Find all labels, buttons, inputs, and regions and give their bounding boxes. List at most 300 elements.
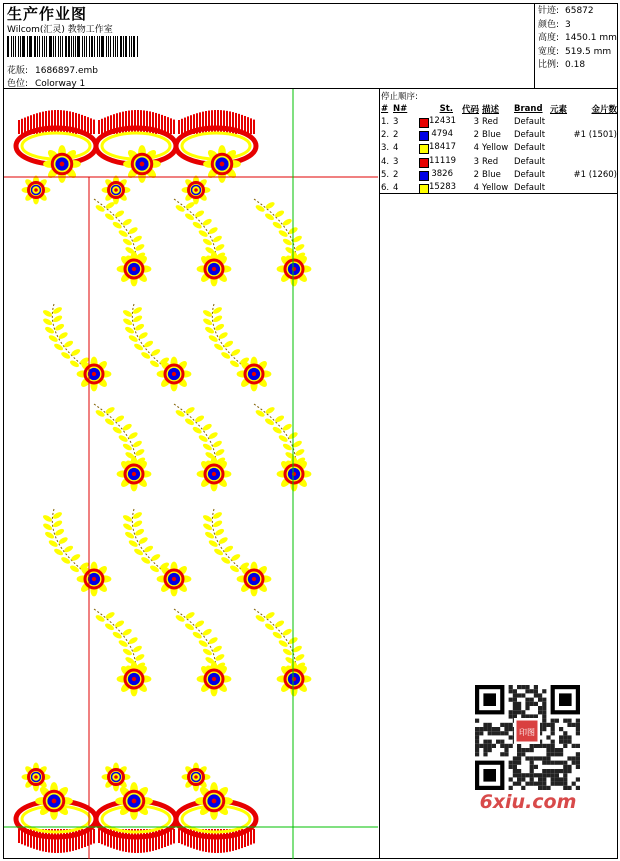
qr-module [509, 698, 513, 702]
qr-module [479, 744, 483, 748]
colorway-label: 色位: [7, 79, 29, 89]
flower-dot [132, 267, 136, 271]
qr-module [542, 719, 546, 723]
qr-module [509, 744, 513, 748]
qr-module [488, 731, 492, 735]
vine-leaf [132, 234, 143, 243]
qr-module [563, 769, 567, 773]
color-code [453, 168, 479, 181]
flower-petal [210, 478, 217, 491]
vine-leaf [122, 423, 133, 432]
qr-module [555, 777, 559, 781]
stitch-count [415, 142, 457, 155]
stat-width [538, 46, 617, 60]
qr-module [517, 744, 521, 748]
qr-module [559, 727, 563, 731]
needle-number-text: 4 [393, 143, 399, 154]
qr-module [513, 714, 517, 718]
vine-leaf [202, 647, 213, 656]
qr-module [538, 777, 542, 781]
qr-module [504, 752, 508, 756]
flower-petal [298, 470, 311, 477]
qr-module [567, 765, 571, 769]
qr-module [513, 693, 517, 697]
barcode-bar [106, 36, 107, 57]
stitch-count-text: 15283 [429, 182, 457, 193]
flower-dot [292, 677, 296, 681]
sequin-count [568, 115, 617, 128]
row-number-text: 5. [381, 169, 390, 180]
vine-leaf [175, 409, 186, 418]
qr-module [483, 740, 487, 744]
qr-module [538, 710, 542, 714]
qr-module [576, 786, 580, 790]
flower-petal [170, 583, 177, 596]
qr-module [513, 765, 517, 769]
qr-module [538, 693, 542, 697]
qr-module [555, 782, 559, 786]
flower-petal [290, 252, 297, 265]
sequin-count-text: #1 (1501) [573, 129, 617, 140]
qr-module [530, 769, 534, 773]
qr-module [555, 748, 559, 752]
qr-module [475, 719, 479, 723]
vine-leaf [112, 221, 123, 230]
flower-petal [197, 265, 210, 272]
barcode-bar [94, 36, 95, 57]
vine-leaf [212, 306, 223, 315]
flower-petal [130, 806, 138, 820]
flower-petal [210, 457, 217, 470]
vine-leaf [202, 317, 213, 326]
barcode-bar [58, 36, 60, 57]
stat-value: 0.18 [565, 60, 586, 70]
sequin-count-text: #1 (1260) [573, 169, 617, 180]
qr-module [475, 735, 479, 739]
barcode-bar [29, 36, 30, 57]
qr-module [483, 744, 487, 748]
vine-leaf [264, 622, 275, 631]
needle-number-text: 2 [393, 169, 399, 180]
qr-module [542, 689, 546, 693]
flower-dot [194, 775, 198, 779]
vine-leaf [185, 611, 196, 620]
vine-leaf [255, 614, 266, 623]
flower-petal [277, 470, 290, 477]
flower-dot [132, 677, 136, 681]
barcode-bar [34, 36, 36, 57]
lace-fringe [119, 829, 121, 851]
qr-module [475, 752, 479, 756]
thread-brand-text: Default [514, 183, 546, 194]
qr-module [530, 756, 534, 760]
flower-dot [52, 799, 57, 804]
color-swatch [419, 118, 429, 128]
col-header: 元素 [550, 104, 568, 115]
qr-module [530, 714, 534, 718]
thread-brand-text: Default [514, 129, 546, 140]
qr-module [525, 748, 529, 752]
color-swatch [419, 131, 429, 141]
qr-module [517, 685, 521, 689]
qr-module [542, 744, 546, 748]
qr-module [534, 782, 538, 786]
lace-fringe [36, 829, 38, 850]
vine-leaf [202, 522, 213, 531]
qr-module [475, 727, 479, 731]
vine-leaf [42, 522, 53, 531]
flower-petal [117, 470, 130, 477]
table-row [381, 155, 617, 168]
flower-petal [218, 675, 231, 682]
qr-module [488, 748, 492, 752]
qr-module [559, 769, 563, 773]
flower-petal [138, 265, 151, 272]
stat-value: 519.5 mm [565, 46, 612, 57]
qr-module [576, 727, 580, 731]
qr-module [551, 740, 555, 744]
element [550, 155, 568, 168]
qr-module [513, 698, 517, 702]
flower-petal [139, 797, 153, 805]
stat-value: 3 [565, 19, 571, 30]
vine-leaf [124, 326, 135, 335]
qr-module [517, 769, 521, 773]
flower-petal [90, 357, 97, 370]
vine-leaf [60, 351, 71, 360]
vine-leaf [44, 326, 55, 335]
stat-label: 高度: [538, 33, 560, 43]
vine-leaf [264, 417, 275, 426]
barcode-bar [137, 36, 138, 57]
qr-module [500, 723, 504, 727]
flower-petal [98, 575, 111, 582]
qr-module [500, 731, 504, 735]
color-code-text: 4 [473, 143, 479, 154]
vine-leaf [214, 448, 225, 457]
qr-module [517, 782, 521, 786]
vine-leaf [112, 426, 123, 435]
needle-number [393, 128, 415, 141]
color-description [479, 168, 514, 181]
vine-leaf [69, 564, 80, 573]
lace-fringe [18, 120, 20, 134]
flower-petal [77, 575, 90, 582]
color-swatch [419, 144, 429, 154]
flower-petal [227, 160, 241, 168]
qr-module [551, 731, 555, 735]
vine-leaf [212, 511, 223, 520]
qr-module [525, 698, 529, 702]
qr-module [496, 731, 500, 735]
vine-leaf [185, 406, 196, 415]
qr-module [576, 761, 580, 765]
flower-petal [50, 782, 58, 796]
stat-value: 1450.1 mm [565, 33, 617, 43]
vine-leaf [175, 204, 186, 213]
qr-module [576, 777, 580, 781]
qr-module [504, 723, 508, 727]
vine-leaf [42, 309, 53, 318]
vine-leaf [223, 339, 234, 348]
flower-dot [114, 188, 118, 192]
flower-petal [237, 370, 250, 377]
flower-petal [90, 378, 97, 391]
flower-petal [170, 378, 177, 391]
vine-leaf [52, 519, 63, 528]
vine-leaf [202, 442, 213, 451]
qr-module [551, 723, 555, 727]
vine-leaf [112, 631, 123, 640]
flower-petal [197, 675, 210, 682]
vine-leaf [53, 547, 64, 556]
sequin-count [568, 155, 617, 168]
vine-leaf [265, 201, 276, 210]
flower-petal [50, 806, 58, 820]
flower-petal [298, 675, 311, 682]
color-code-text: 2 [473, 169, 479, 180]
qr-module [538, 756, 542, 760]
qr-module [563, 777, 567, 781]
color-description [479, 128, 514, 141]
vine-leaf [282, 442, 293, 451]
qr-module [513, 761, 517, 765]
vine-leaf [175, 614, 186, 623]
vine-leaf [140, 351, 151, 360]
page-title: 生产作业图 [7, 5, 88, 23]
qr-module [534, 773, 538, 777]
vine-leaf [95, 409, 106, 418]
qr-module [517, 773, 521, 777]
qr-module [542, 710, 546, 714]
barcode-bar [108, 36, 109, 57]
stitch-count [415, 155, 457, 168]
needle-number [393, 168, 415, 181]
vine-leaf [63, 544, 74, 553]
qr-module [504, 748, 508, 752]
lace-fringe [250, 118, 252, 134]
vine-leaf [124, 531, 135, 540]
colorway-value: Colorway 1 [35, 79, 86, 89]
flower-petal [178, 575, 191, 582]
flower-petal [277, 265, 290, 272]
vine-leaf [134, 323, 145, 332]
qr-module [530, 777, 534, 781]
qr-module [496, 740, 500, 744]
color-description [479, 155, 514, 168]
lace-fringe [199, 829, 201, 851]
vine-leaf [204, 326, 215, 335]
design-label: 花版: [7, 66, 29, 76]
flower-petal [90, 562, 97, 575]
flower-petal [250, 378, 257, 391]
qr-module [530, 744, 534, 748]
qr-module [559, 752, 563, 756]
qr-module [530, 761, 534, 765]
vine-leaf [212, 314, 223, 323]
qr-module [525, 714, 529, 718]
vine-leaf [264, 212, 275, 221]
qr-module [563, 740, 567, 744]
color-description [479, 142, 514, 155]
color-description-text: Blue [482, 129, 501, 140]
qr-finder [559, 693, 572, 706]
flower-dot [172, 372, 176, 376]
flower-petal [157, 575, 170, 582]
qr-module [572, 723, 576, 727]
barcode-bar [7, 36, 9, 57]
col-header: St. [439, 103, 453, 114]
qr-module [563, 735, 567, 739]
qr-module [542, 786, 546, 790]
flower-petal [130, 782, 138, 796]
vine-leaf [53, 342, 64, 351]
flower-petal [250, 562, 257, 575]
qr-module [534, 702, 538, 706]
stat-scale [538, 59, 617, 73]
qr-module [513, 689, 517, 693]
flower-dot [220, 162, 225, 167]
stat-colors [538, 19, 617, 33]
flower-petal [130, 252, 137, 265]
barcode-bar [115, 36, 116, 57]
flower-petal [130, 273, 137, 286]
qr-module [517, 777, 521, 781]
barcode-bar [71, 36, 72, 57]
flower-petal [219, 797, 233, 805]
flower-petal [138, 675, 151, 682]
qr-code-watermark [470, 682, 586, 816]
vine-leaf [133, 547, 144, 556]
row-number-text: 3. [381, 143, 390, 154]
col-header: N# [393, 103, 408, 114]
vine-leaf [122, 522, 133, 531]
qr-module [567, 740, 571, 744]
lace-fringe [98, 120, 100, 134]
vine-leaf [213, 342, 224, 351]
barcode-bar [49, 36, 52, 57]
col-header: 描述 [482, 104, 500, 115]
qr-module [551, 777, 555, 781]
flower-petal [290, 457, 297, 470]
qr-module [576, 765, 580, 769]
qr-module [492, 727, 496, 731]
barcode-bar [11, 36, 12, 57]
stats-panel [538, 5, 617, 73]
barcode-bar [82, 36, 83, 57]
flower-petal [178, 370, 191, 377]
vine-leaf [122, 309, 133, 318]
vine-leaf [202, 218, 213, 227]
color-swatch [419, 158, 429, 168]
vine-leaf [95, 204, 106, 213]
qr-module [475, 744, 479, 748]
flower-petal [258, 575, 271, 582]
vine-leaf [192, 221, 203, 230]
vine-leaf [282, 647, 293, 656]
qr-module [509, 765, 513, 769]
color-code-text: 3 [473, 116, 479, 127]
flower-dot [292, 267, 296, 271]
flower-petal [210, 806, 218, 820]
qr-module [559, 735, 563, 739]
qr-module [551, 761, 555, 765]
vine-leaf [223, 544, 234, 553]
flower-dot [252, 372, 256, 376]
barcode-bar [65, 36, 67, 57]
qr-module [567, 769, 571, 773]
vine-leaf [132, 439, 143, 448]
barcode-bar [84, 36, 86, 57]
color-code [453, 155, 479, 168]
lace-fringe [178, 120, 180, 134]
qr-module [555, 761, 559, 765]
color-description-text: Yellow [482, 143, 509, 154]
qr-module [500, 740, 504, 744]
watermark-stamp-text: 印图 [519, 728, 535, 737]
vine-leaf [184, 212, 195, 221]
flower-petal [210, 662, 217, 675]
stitch-count-text: 11119 [429, 155, 457, 166]
lace-fringe [173, 829, 175, 843]
lace-fringe [93, 120, 95, 134]
flower-petal [117, 265, 130, 272]
qr-module [513, 710, 517, 714]
stitch-count [415, 168, 453, 181]
qr-module [542, 777, 546, 781]
qr-module [542, 702, 546, 706]
flower-petal [195, 797, 209, 805]
flower-petal [58, 169, 66, 183]
flower-petal [250, 583, 257, 596]
vine-leaf [202, 309, 213, 318]
qr-module [517, 756, 521, 760]
qr-module [521, 685, 525, 689]
flower-petal [58, 145, 66, 159]
vine-leaf [272, 426, 283, 435]
lace-fringe [181, 119, 183, 134]
barcode-bar [20, 36, 21, 57]
qr-module [517, 702, 521, 706]
vine-leaf [294, 243, 305, 252]
qr-module [521, 773, 525, 777]
barcode-bar [101, 36, 104, 57]
flower-petal [277, 675, 290, 682]
qr-module [546, 752, 550, 756]
flower-petal [210, 273, 217, 286]
vine-leaf [42, 514, 53, 523]
needle-number [393, 115, 415, 128]
thread-brand [514, 115, 550, 128]
vine-leaf [149, 359, 160, 368]
qr-module [546, 786, 550, 790]
stop-sequence-caption: 停止顺序: [381, 92, 418, 102]
qr-module [534, 689, 538, 693]
qr-module [551, 769, 555, 773]
qr-module [517, 693, 521, 697]
flower-petal [210, 252, 217, 265]
vine-leaf [220, 351, 231, 360]
vine-leaf [52, 511, 63, 520]
qr-module [509, 710, 513, 714]
qr-module [542, 698, 546, 702]
stitch-count-text: 12431 [429, 115, 457, 126]
barcode-bar [44, 36, 46, 57]
barcode-bar [46, 36, 47, 57]
qr-module [513, 702, 517, 706]
qr-module [509, 689, 513, 693]
qr-module [559, 761, 563, 765]
